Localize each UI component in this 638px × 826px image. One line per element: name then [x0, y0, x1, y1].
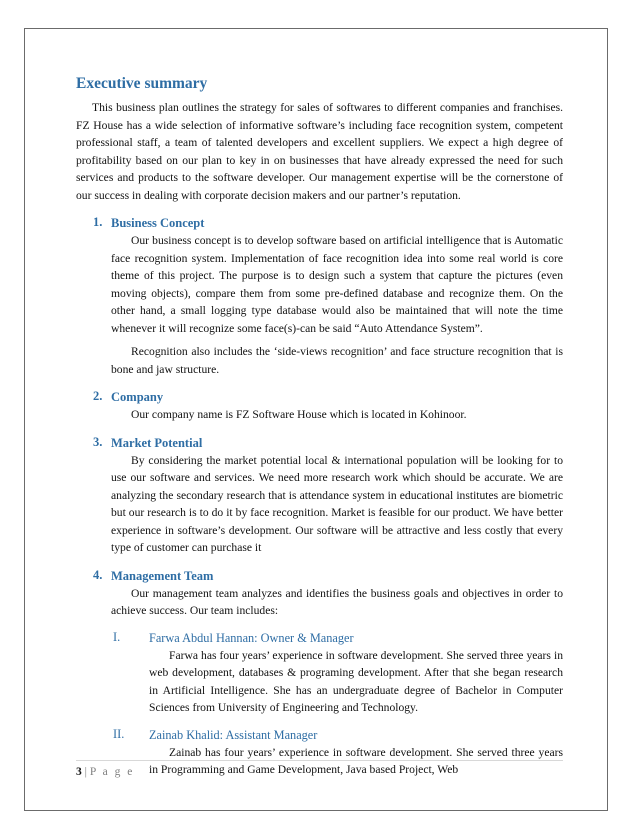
- section-number: 1.: [93, 215, 103, 229]
- section-business-concept: [76, 215, 563, 378]
- section-paragraph: Our management team analyzes and identifies the business goals and objectives in order to achieve success. Our team includes:: [111, 586, 563, 617]
- section-paragraph: Our company name is FZ Software House which is located in Kohinoor.: [131, 408, 467, 421]
- executive-summary-heading: Executive summary: [76, 75, 208, 92]
- section-number: 3.: [93, 434, 103, 449]
- section-paragraph: By considering the market potential local & international population will be looking for to use our software and services. We need more research work which should be accurate. We are analyzing the secondary research that is attendance system in educational institutes are biometric but our research is to do it by face recognition. Market is feasible for our product. We have better experience in software’s development. Our software will be attractive and less costly that every type of customer can purchase it: [111, 453, 563, 554]
- section-heading: Business Concept: [111, 216, 205, 230]
- section-paragraph: Recognition also includes the ‘side-views recognition’ and face structure recognition that is bone and jaw structure.: [111, 345, 563, 376]
- section-number: 4.: [93, 567, 103, 582]
- member-description: Farwa has four years’ experience in software development. She served three years in web development, databases & programing development. After that she began research in Artificial Intelligence. She has an undergraduate degree of Bachelor in Computer Sciences from University of Engineering and Technology.: [149, 648, 563, 714]
- section-company: [76, 389, 563, 424]
- member-description: Zainab has four years’ experience in software development. She served three years in Programming and Game Development, Java based Project, Web: [149, 745, 563, 776]
- section-number: 2.: [93, 389, 103, 403]
- section-management-team: [76, 568, 563, 779]
- page-label: P a g e: [89, 766, 135, 778]
- page-number: 3: [76, 766, 82, 778]
- section-heading: Management Team: [111, 568, 214, 583]
- member-number: II.: [113, 726, 125, 741]
- document-content: [76, 75, 563, 779]
- footer-separator: |: [84, 766, 87, 778]
- section-heading: Market Potential: [111, 435, 203, 450]
- member-number: I.: [113, 629, 121, 644]
- section-paragraph: Our business concept is to develop software based on artificial intelligence that is Automatic face recognition system. Implementation of face recognition idea into some real world is core theme of this project. The purpose is to design such a system that capture the pictures (even moving objects), compare them from some pre-defined database and recognize them. On the other hand, a small logging type database would also be maintained that will note the time whenever it will recognize some face(s)-can be said “Auto Attendance System”.: [111, 234, 563, 335]
- section-heading: Company: [111, 390, 164, 404]
- page-footer: [76, 766, 134, 778]
- team-member-zainab: [111, 727, 563, 779]
- member-heading: Zainab Khalid: Assistant Manager: [149, 727, 318, 742]
- executive-summary-body: This business plan outlines the strategy for sales of softwares to different companies and franchises. FZ House has a wide selection of informative software’s including face recognition system, competent professional staff, a team of talented developers and excellent suppliers. We expect a high degree of profitability based on our plan to key in on businesses that have already expressed the need for such services and products to the software developer. Our management expertise will be the cornerstone of our success in dealing with corporate decision makers and our partner’s reputation.: [76, 101, 563, 202]
- member-heading: Farwa Abdul Hannan: Owner & Manager: [149, 630, 354, 645]
- team-member-farwa: [111, 630, 563, 717]
- footer-divider: [76, 760, 563, 761]
- section-market-potential: [76, 435, 563, 557]
